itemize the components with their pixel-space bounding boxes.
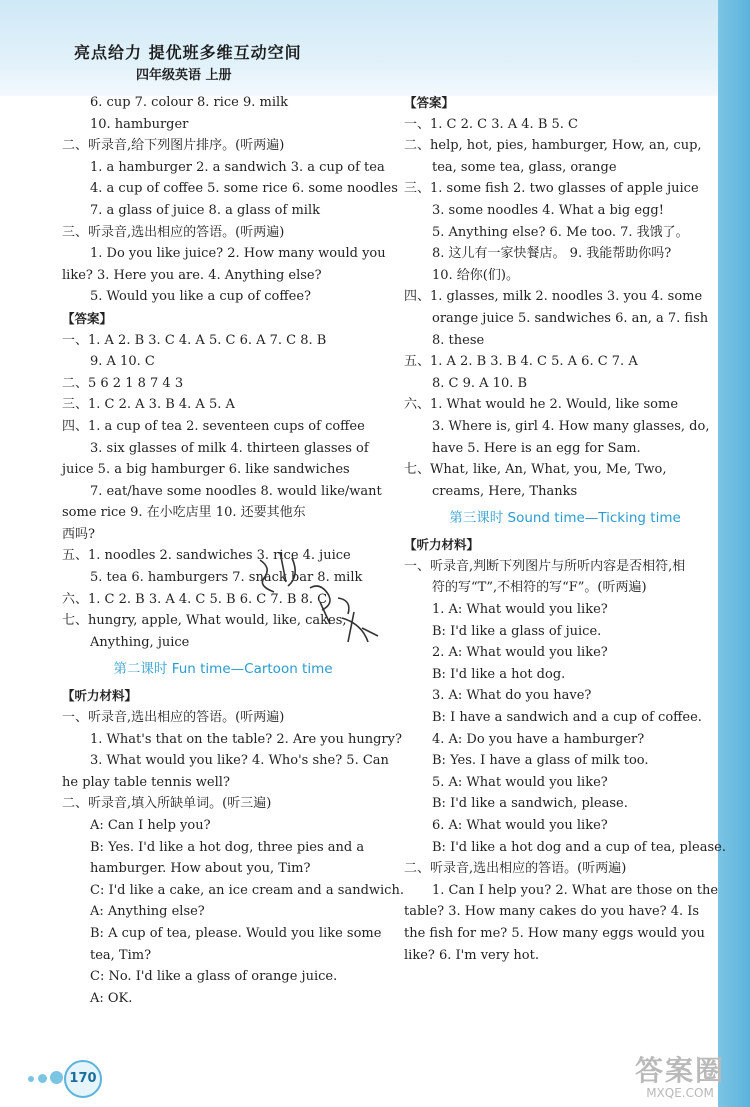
text-line: 五、1. noodles 2. sandwiches 3. rice 4. juice: [62, 548, 351, 564]
text-line: 七、What, like, An, What, you, Me, Two,: [404, 462, 667, 478]
text-line: 10. hamburger: [90, 116, 189, 132]
text-line: B: Yes. I have a glass of milk too.: [432, 753, 649, 769]
right-column: [404, 92, 726, 966]
text-line: like? 3. Here you are. 4. Anything else?: [62, 267, 322, 283]
text-line: he play table tennis well?: [62, 774, 230, 790]
text-line: 1. a hamburger 2. a sandwich 3. a cup of tea: [90, 159, 385, 175]
text-line: 3. What would you like? 4. Who's she? 5. Can: [90, 753, 389, 769]
decor-dot: [50, 1071, 63, 1084]
text-line: 一、听录音,判断下列图片与所听内容是否相符,相: [404, 558, 686, 574]
text-line: 3. Where is, girl 4. How many glasses, do,: [432, 418, 710, 434]
text-line: 10. 给你(们)。: [432, 267, 519, 283]
text-line: creams, Here, Thanks: [432, 483, 578, 499]
section-heading: 第三课时 Sound time—Ticking time: [449, 510, 681, 527]
text-line: 一、1. C 2. C 3. A 4. B 5. C: [404, 116, 578, 132]
page-header: [0, 0, 718, 96]
text-line: 四、1. glasses, milk 2. noodles 3. you 4. some: [404, 289, 703, 305]
text-line: 西吗?: [62, 526, 95, 542]
text-line: A: Anything else?: [90, 904, 205, 920]
text-line: 五、1. A 2. B 3. B 4. C 5. A 6. C 7. A: [404, 354, 638, 370]
page-number: 170: [64, 1060, 102, 1098]
text-line: 三、1. some fish 2. two glasses of apple juice: [404, 181, 699, 197]
text-line: 4. a cup of coffee 5. some rice 6. some noodles: [90, 181, 398, 197]
text-line: tea, some tea, glass, orange: [432, 159, 617, 175]
text-line: 3. six glasses of milk 4. thirteen glasses of: [90, 440, 369, 456]
text-line: 8. C 9. A 10. B: [432, 375, 528, 391]
text-line: C: No. I'd like a glass of orange juice.: [90, 969, 338, 985]
text-line: orange juice 5. sandwiches 6. an, a 7. fish: [432, 310, 709, 326]
text-line: 符的写“T”,不相符的写“F”。(听两遍): [432, 580, 647, 596]
text-line: 二、听录音,给下列图片排序。(听两遍): [62, 138, 285, 154]
text-line: table? 3. How many cakes do you have? 4. Is: [404, 904, 700, 920]
text-line: 一、1. A 2. B 3. C 4. A 5. C 6. A 7. C 8. B: [62, 332, 327, 348]
text-line: the fish for me? 5. How many eggs would you: [404, 925, 705, 941]
section-heading: 第二课时 Fun time—Cartoon time: [113, 661, 333, 678]
book-title: 亮点给力 提优班多维互动空间: [74, 43, 302, 62]
text-line: 3. some noodles 4. What a big egg!: [432, 202, 664, 218]
text-line: 8. 这儿有一家快餐店。 9. 我能帮助你吗?: [432, 246, 672, 262]
text-line: 七、hungry, apple, What would, like, cakes,: [62, 613, 347, 629]
text-line: hamburger. How about you, Tim?: [90, 861, 311, 877]
text-line: B: I have a sandwich and a cup of coffee.: [432, 710, 702, 726]
book-subtitle: 四年级英语 上册: [136, 68, 232, 83]
text-line: 1. What's that on the table? 2. Are you hungry?: [90, 731, 402, 747]
watermark-url: MXQE.COM: [646, 1086, 714, 1100]
decor-dot: [28, 1076, 34, 1082]
text-line: have 5. Here is an egg for Sam.: [432, 440, 641, 456]
text-line: 一、听录音,选出相应的答语。(听两遍): [62, 710, 285, 726]
text-line: 4. A: Do you have a hamburger?: [432, 731, 645, 747]
text-line: B: Yes. I'd like a hot dog, three pies and a: [90, 839, 365, 855]
text-line: 5. tea 6. hamburgers 7. snack bar 8. milk: [90, 570, 363, 586]
text-line: 5. A: What would you like?: [432, 774, 608, 790]
text-line: Anything, juice: [90, 634, 190, 650]
text-line: 6. cup 7. colour 8. rice 9. milk: [90, 95, 289, 110]
text-line: 5. Would you like a cup of coffee?: [90, 289, 311, 305]
text-line: 四、1. a cup of tea 2. seventeen cups of coffee: [62, 418, 365, 434]
text-line: 5. Anything else? 6. Me too. 7. 我饿了。: [432, 224, 689, 240]
text-line: 三、1. C 2. A 3. B 4. A 5. A: [62, 397, 235, 413]
text-line: B: A cup of tea, please. Would you like some: [90, 925, 382, 941]
decor-dot: [38, 1074, 47, 1083]
text-line: B: I'd like a hot dog.: [432, 666, 566, 682]
watermark: [620, 1056, 740, 1106]
subsection-label: 【听力材料】: [62, 688, 138, 704]
subsection-label: 【答案】: [62, 310, 113, 326]
text-line: 6. A: What would you like?: [432, 818, 608, 833]
text-line: 二、help, hot, pies, hamburger, How, an, cup,: [404, 138, 702, 154]
text-line: 六、1. C 2. B 3. A 4. C 5. B 6. C 7. B 8. C: [62, 591, 328, 607]
text-line: 1. A: What would you like?: [432, 602, 608, 618]
subsection-label: 【听力材料】: [404, 537, 480, 553]
text-line: 1. Can I help you? 2. What are those on the: [432, 882, 719, 898]
text-line: 二、听录音,选出相应的答语。(听两遍): [404, 861, 627, 877]
text-line: B: I'd like a hot dog and a cup of tea, please.: [432, 839, 726, 855]
text-line: some rice 9. 在小吃店里 10. 还要其他东: [62, 505, 306, 521]
text-line: 3. A: What do you have?: [432, 688, 592, 704]
text-line: C: I'd like a cake, an ice cream and a sandwich.: [90, 882, 404, 898]
text-line: B: I'd like a sandwich, please.: [432, 796, 628, 812]
text-line: tea, Tim?: [90, 947, 152, 963]
text-line: 二、听录音,填入所缺单词。(听三遍): [62, 796, 272, 812]
text-line: 9. A 10. C: [90, 354, 155, 370]
text-line: 8. these: [432, 332, 485, 348]
text-line: 7. eat/have some noodles 8. would like/want: [90, 483, 382, 499]
handwritten-scribble: [250, 548, 390, 658]
text-line: 二、5 6 2 1 8 7 4 3: [62, 375, 184, 391]
text-line: 2. A: What would you like?: [432, 645, 608, 661]
text-line: 三、听录音,选出相应的答语。(听两遍): [62, 224, 285, 240]
text-line: A: OK.: [90, 990, 133, 1006]
text-line: like? 6. I'm very hot.: [404, 947, 539, 963]
text-line: juice 5. a big hamburger 6. like sandwiches: [62, 462, 350, 478]
subsection-label: 【答案】: [404, 95, 455, 110]
text-line: 1. Do you like juice? 2. How many would you: [90, 246, 386, 262]
watermark-logo: 答案圈: [634, 1054, 725, 1087]
text-line: 7. a glass of juice 8. a glass of milk: [90, 202, 320, 218]
text-line: B: I'd like a glass of juice.: [432, 623, 602, 639]
text-line: A: Can I help you?: [90, 818, 211, 833]
text-line: 六、1. What would he 2. Would, like some: [404, 397, 679, 413]
